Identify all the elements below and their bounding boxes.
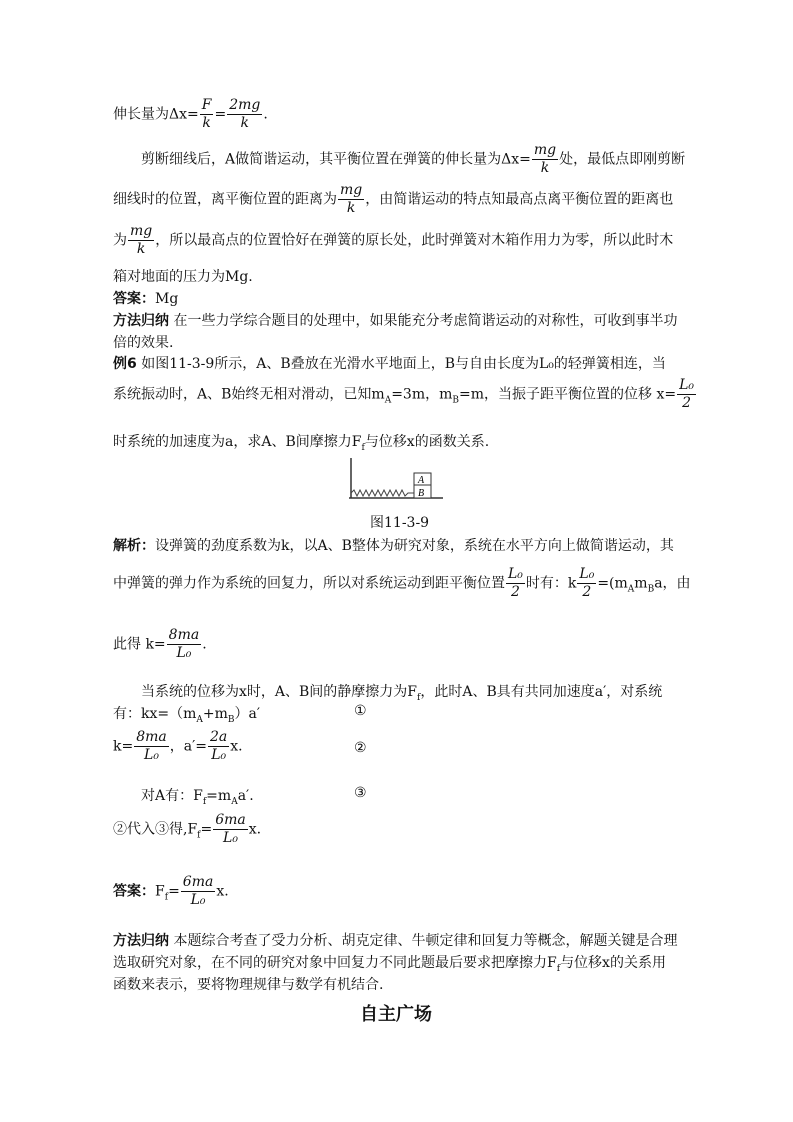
line-5: 箱对地面的压力为Mg. [113,269,253,285]
circled-3: ③ [354,785,367,801]
text: 细线时的位置，离平衡位置的距离为 [113,191,337,208]
numerator: mg [533,142,557,158]
numerator: mg [130,223,153,239]
subscript: A [384,395,392,406]
text: 处，最低点即刚剪断 [559,151,686,168]
subscript: A [196,714,203,725]
method-label: 方法归纳 [113,933,169,949]
fraction [532,142,558,177]
text: a，由 [654,575,691,592]
numerator: mg [340,182,363,198]
text: 与位移x的函数关系. [364,434,490,450]
solution-line-2 [113,566,691,601]
fraction [181,874,216,909]
figure-spring-blocks [345,456,445,502]
answer-2 [113,874,229,909]
numerator: L₀ [579,566,595,582]
text: . [263,106,268,123]
text: ，所以最高点的位置恰好在弹簧的原长处，此时弹簧对木箱作用力为零，所以此时木 [155,232,674,249]
denominator: L₀ [213,829,248,847]
text: =(m [597,575,628,592]
section-title: 自主广场 [360,1004,432,1025]
numerator: 2a [210,729,228,745]
subscript: B [452,395,460,406]
example-label: 例6 [113,356,137,372]
subscript: f [202,796,207,807]
numerator: 8ma [136,729,167,745]
subscript: f [361,442,365,453]
text: 当系统的位移为x时，A、B间的静摩擦力为F [141,684,418,700]
text: 系统振动时，A、B始终无相对滑动，已知m [113,386,385,403]
fraction [338,182,364,217]
denominator: k [227,114,262,132]
block-a-label: A [418,475,425,486]
block-b-label: B [418,488,425,499]
method-1-line-1 [113,310,677,330]
numerator: 6ma [215,812,246,828]
fraction [227,97,262,132]
denominator: 2 [677,394,696,412]
text: x. [216,883,229,900]
text: =3m，m [391,386,453,403]
text: x. [230,738,243,755]
denominator: L₀ [167,644,202,662]
text: x. [248,821,262,838]
text: = [168,883,180,900]
figure-caption: 图11-3-9 [370,515,430,531]
subscript: f [164,892,169,903]
numerator: 6ma [182,874,214,890]
denominator: L₀ [134,746,169,764]
denominator: k [128,240,154,258]
text: 伸长量为Δx= [113,106,199,123]
fraction [200,97,214,132]
solution-line-1 [113,535,674,555]
fraction [677,377,696,412]
denominator: k [532,159,558,177]
answer-1 [113,288,178,308]
example-6-line-3 [113,431,489,453]
text: ）a′ [234,706,261,722]
denominator: k [200,114,214,132]
text: 如图11-3-9所示，A、B叠放在光滑水平地面上，B与自由长度为L₀的轻弹簧相连，当 [141,356,666,372]
text: 时系统的加速度为a，求A、B间摩擦力F [113,434,362,450]
text: F [155,883,165,900]
fraction [208,729,229,764]
answer-label: 答案： [113,291,155,307]
text: k= [113,738,134,755]
text: ，由简谐运动的特点知最高点离平衡位置的距离也 [365,191,674,208]
text: ②代入③得,F [113,821,198,838]
subscript: A [627,584,635,595]
subscript: B [647,584,655,595]
fraction [167,627,202,662]
line-3 [113,182,673,217]
line-1 [113,97,268,132]
text: 对A有：F [141,788,203,804]
text: . [202,636,207,653]
text: 有：kx=（m [113,706,197,722]
denominator: 2 [506,583,525,601]
method-label: 方法归纳 [113,313,169,329]
solution-line-4 [141,681,662,703]
text: =m，当振子距平衡位置的位移 x= [459,386,677,403]
solution-label: 解析： [113,538,155,554]
text: ，a′= [169,738,208,755]
denominator: L₀ [181,891,216,909]
text: 此得 k= [113,636,166,653]
method-1-line-2: 倍的效果. [113,335,174,351]
numerator: L₀ [679,377,695,393]
text: m [634,575,648,592]
fraction [134,729,169,764]
text: ，此时A、B具有共同加速度a′，对系统 [420,684,663,700]
method-2-line-2 [113,952,666,974]
subscript: A [231,796,238,807]
fraction [213,812,248,847]
subscript: f [197,830,201,841]
subscript: f [556,963,561,974]
subscript: f [417,692,421,703]
denominator: 2 [577,583,596,601]
text: 与位移x的关系用 [560,955,666,971]
text: 剪断细线后，A做简谐运动，其平衡位置在弹簧的伸长量为Δx= [141,151,531,168]
solution-line-3 [113,627,207,662]
numerator: F [201,97,212,113]
fraction [577,566,596,601]
method-2-line-3: 函数来表示，要将物理规律与数学有机结合. [113,977,384,993]
circled-1: ① [354,703,367,719]
text: 设弹簧的劲度系数为k，以A、B整体为研究对象，系统在水平方向上做简谐运动，其 [155,538,674,554]
text: 选取研究对象，在不同的研究对象中回复力不同此题最后要求把摩擦力F [113,955,557,971]
text: 为 [113,232,127,249]
solution-line-6 [113,729,243,764]
fraction [506,566,525,601]
method-2-line-1 [113,930,677,950]
text: 本题综合考查了受力分析、胡克定律、牛顿定律和回复力等概念，解题关键是合理 [173,933,678,949]
denominator: k [338,199,364,217]
text: 中弹簧的弹力作为系统的回复力，所以对系统运动到距平衡位置 [113,575,505,592]
solution-line-7 [141,785,254,807]
example-6-line-1 [113,353,666,373]
text: = [214,106,227,123]
denominator: L₀ [208,746,229,764]
text: 时有：k [525,575,577,592]
line-2 [141,142,685,177]
fraction [128,223,154,258]
example-6-line-2 [113,377,697,412]
text: a′. [237,788,254,804]
subscript: B [227,714,235,725]
numerator: L₀ [508,566,523,582]
numerator: 2mg [229,97,261,113]
text: =m [206,788,232,804]
text: +m [202,706,228,722]
circled-2: ② [354,740,367,756]
solution-line-5 [113,703,260,725]
text: 在一些力学综合题目的处理中，如果能充分考虑简谐运动的对称性，可收到事半功 [173,313,678,329]
answer-label: 答案： [113,883,155,900]
answer-text: Mg [155,291,179,307]
solution-line-8 [113,812,261,847]
numerator: 8ma [168,627,200,643]
text: = [200,821,213,838]
line-4 [113,223,673,258]
